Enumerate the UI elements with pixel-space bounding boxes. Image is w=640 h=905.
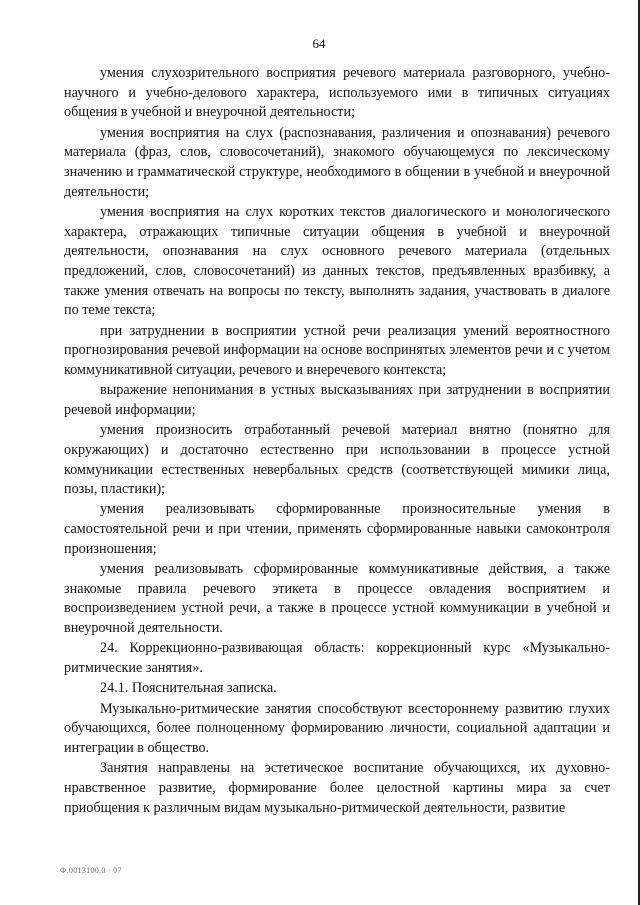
paragraph: умения восприятия на слух коротких текстов диалогического и монологического характера, отражающих типичные ситуации общения в учебной и внеурочной деятельности, опознавания на слух основного речевого материала (отдельных предложений, слов, словосочетаний) из данных текстов, предъявленных вразбивку, а также умения отвечать на вопросы по тексту, выполнять задания, участвовать в диалоге по теме текста; (64, 203, 610, 319)
paragraph: Музыкально-ритмические занятия способствуют всестороннему развитию глухих обучающихся, более полноценному формированию личности, социальной адаптации и интеграции в общество. (64, 700, 610, 756)
page-number: 64 (312, 36, 326, 51)
section-heading: 24. Коррекционно-развивающая область: коррекционный курс «Музыкально-ритмические занятия». (64, 640, 610, 677)
paragraph: выражение непонимания в устных высказываниях при затруднении в восприятии речевой информации; (64, 382, 610, 418)
paragraph: Занятия направлены на эстетическое воспитание обучающихся, их духовно-нравственное развитие, формирование более целостной картины мира за счет приобщения к различным видам музыкально-ритмической деятельности, развитие (64, 760, 610, 816)
subsection-heading: 24.1. Пояснительная записка. (100, 680, 277, 697)
paragraph: при затруднении в восприятии устной речи реализация умений вероятностного прогнозирования речевой информации на основе воспринятых элементов речи и с учетом коммуникативной ситуации, речевого и внеречевого контекста; (64, 322, 610, 379)
page-body (64, 64, 610, 819)
paragraph: умения восприятия на слух (распознавания, различения и опознавания) речевого материала (фраз, слов, словосочетаний), знакомого обучающемуся по лексическому значению и грамматической структуре, необходимого в общении в учебной и внеурочной деятельности; (64, 124, 610, 200)
paragraph: умения произносить отработанный речевой материал внятно (понятно для окружающих) и достаточно естественно при использовании в процессе устной коммуникации естественных невербальных средств (соответствующей мимики лица, позы, пластики); (64, 422, 610, 498)
paragraph: умения слухозрительного восприятия речевого материала разговорного, учебно-научного и учебно-делового характера, используемого ими в типичных ситуациях общения в учебной и внеурочной деятельности; (64, 65, 610, 121)
paragraph: умения реализовывать сформированные коммуникативные действия, а также знакомые правила речевого этикета в процессе овладения восприятием и воспроизведением устной речи, а также в процессе устной коммуникации в учебной и внеурочной деятельности. (64, 561, 610, 637)
paragraph: умения реализовывать сформированные произносительные умения в самостоятельной речи и при чтении, применять сформированные навыки самоконтроля произношения; (64, 501, 610, 557)
footer-code: Ф.0013100.0 · 07 (60, 866, 122, 875)
